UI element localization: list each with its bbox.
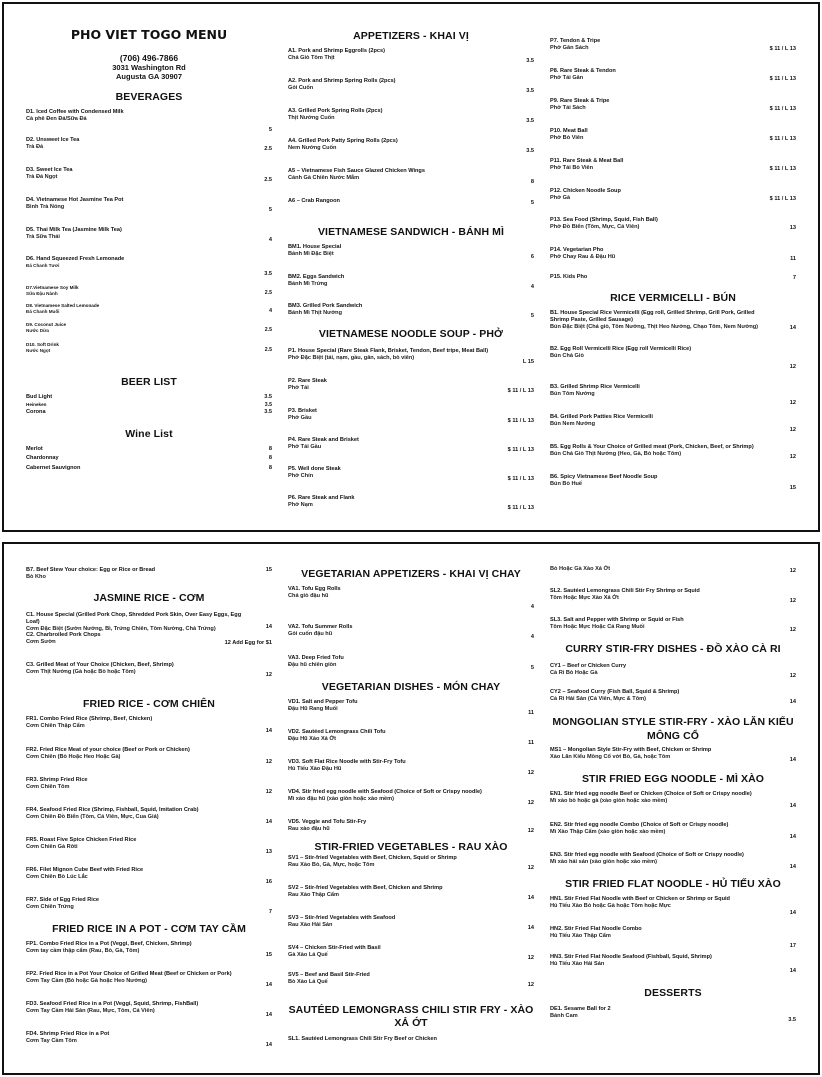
menu-item: SV2 – Stir-fried Vegetables with Beef, Chicken and Shrimp Rau Xào Thập Cẩm 14 bbox=[288, 885, 534, 901]
menu-item: P4. Rare Steak and Brisket Phở Tái Gầu $ 11 / L 13 bbox=[288, 437, 534, 453]
menu-item: Bò Hoặc Gà Xào Xả Ớt 12 bbox=[550, 566, 796, 574]
menu-item: HN2. Stir Fried Flat Noodle Combo Hủ Tiếu Xào Thập Cẩm 17 bbox=[550, 926, 796, 949]
menu-item: C1. House Special (Grilled Pork Chop, Shredded Pork Skin, Over Easy Eggs, Egg Loaf) Cơm Đặc Biệt (Sườn Nướng, Bì, Trứng Chiên, Tôm Nướng, Chả Trứng) 14 bbox=[26, 612, 272, 633]
menu-page-2 bbox=[2, 542, 820, 1075]
menu-item: P2. Rare Steak Phở Tái $ 11 / L 13 bbox=[288, 378, 534, 394]
menu-item: D7.Vietnamese Soy Milk Sữa Đậu Nành 2.5 bbox=[26, 285, 272, 296]
menu-item: Heineken 3.5 bbox=[26, 402, 272, 408]
menu-item: A1. Pork and Shrimp Eggrolls (2pcs) Chả Giò Tôm Thịt 3.5 bbox=[288, 48, 534, 64]
column-3 bbox=[550, 544, 796, 1073]
section-heading-veg-dishes: VEGETARIAN DISHES - MÓN CHAY bbox=[321, 681, 501, 693]
menu-item: FR6. Filet Mignon Cube Beef with Fried Rice Cơm Chiên Bò Lúc Lắc 16 bbox=[26, 867, 272, 885]
column-2 bbox=[288, 4, 534, 530]
section-heading-veg-appetizers: VEGETARIAN APPETIZERS - KHAI VỊ CHAY bbox=[301, 568, 521, 580]
menu-item: Bud Light 3.5 bbox=[26, 394, 272, 400]
phone-number: (706) 496-7866 bbox=[119, 53, 179, 63]
menu-item: EN3. Stir fried egg noodle with Seafood (Choice of Soft or Crispy noodle) Mì xào hải sản (xào giòn hoặc xào mềm) 14 bbox=[550, 852, 796, 870]
menu-item: B1. House Special Rice Vermicelli (Egg roll, Grilled Shrimp, Grill Pork, Grilled Shrimp Paste, Grilled Sausage) Bún Đặc Biệt (Chả giò, Tôm Nướng, Thịt Heo Nướng, Chạo Tôm, Nem Nướng) 14 bbox=[550, 310, 796, 331]
menu-item: Merlot 8 bbox=[26, 446, 272, 452]
menu-item: BM2. Eggs Sandwich Bánh Mì Trứng 4 bbox=[288, 274, 534, 290]
menu-item: P7. Tendon & Tripe Phở Gân Sách $ 11 / L 13 bbox=[550, 38, 796, 52]
section-heading-appetizers: APPETIZERS - KHAI VỊ bbox=[353, 30, 469, 42]
menu-item: FR5. Roast Five Spice Chicken Fried Rice Cơm Chiên Gà Rôti 13 bbox=[26, 837, 272, 855]
section-heading-lemongrass: SAUTÉED LEMONGRASS CHILI STIR FRY - XÀO XẢ ỚT bbox=[288, 1004, 534, 1029]
menu-item: P1. House Special (Rare Steak Flank, Brisket, Tendon, Beef tripe, Meat Ball) Phở Đặc Biệt (tái, nạm, gầu, gân, sách, bò viên) L 15 bbox=[288, 348, 534, 365]
menu-item: P6. Rare Steak and Flank Phở Nạm $ 11 / L 13 bbox=[288, 495, 534, 511]
menu-item: VA3. Deep Fried Tofu Đậu hũ chiên giòn 5 bbox=[288, 655, 534, 671]
section-heading-beverages: BEVERAGES bbox=[115, 91, 183, 103]
menu-item: A6 – Crab Rangoon 5 bbox=[288, 198, 534, 206]
menu-item: FD3. Seafood Fried Rice in a Pot (Veggi, Squid, Shrimp, FishBall) Cơm Tay Cầm Hải Sản (Rau, Mực, Tôm, Cá Viên) 14 bbox=[26, 1001, 272, 1018]
menu-item: P10. Meat Ball Phở Bò Viên $ 11 / L 13 bbox=[550, 128, 796, 142]
menu-item: Corona 3.5 bbox=[26, 409, 272, 415]
menu-item: VD5. Veggie and Tofu Stir-Fry Rau xào đậu hũ 12 bbox=[288, 819, 534, 834]
section-heading-sandwich: VIETNAMESE SANDWICH - BÁNH MÌ bbox=[317, 226, 505, 238]
menu-item: A3. Grilled Pork Spring Rolls (2pcs) Thịt Nướng Cuốn 3.5 bbox=[288, 108, 534, 124]
menu-item: C3. Grilled Meat of Your Choice (Chicken, Beef, Shrimp) Cơm Thịt Nướng (Gà hoặc Bò hoặc Tôm) 12 bbox=[26, 662, 272, 678]
column-3 bbox=[550, 4, 796, 530]
menu-item: DE1. Sesame Ball for 2 Bánh Cam 3.5 bbox=[550, 1006, 796, 1023]
menu-item: P13. Sea Food (Shrimp, Squid, Fish Ball) Phở Đồ Biển (Tôm, Mực, Cá Viên) 13 bbox=[550, 217, 796, 231]
menu-item: D9. Coconut Juice Nước Dừa 2.5 bbox=[26, 322, 272, 333]
menu-item: D5. Thai Milk Tea (Jasmine Milk Tea) Trà Sữa Thái 4 bbox=[26, 227, 272, 243]
menu-item: B6. Spicy Vietnamese Beef Noodle Soup Bún Bò Huế 15 bbox=[550, 474, 796, 491]
restaurant-address bbox=[26, 54, 272, 81]
menu-item: P8. Rare Steak & Tendon Phở Tái Gân $ 11 / L 13 bbox=[550, 68, 796, 82]
menu-item: D3. Sweet Ice Tea Trà Đá Ngọt 2.5 bbox=[26, 167, 272, 183]
menu-item: FD4. Shrimp Fried Rice in a Pot Cơm Tay Cầm Tôm 14 bbox=[26, 1031, 272, 1048]
menu-item: P14. Vegetarian Pho Phở Chay Rau & Đậu Hũ 11 bbox=[550, 247, 796, 262]
address-line-2: Augusta GA 30907 bbox=[116, 72, 182, 81]
menu-item: HN1. Stir Fried Flat Noodle with Beef or Chicken or Shrimp or Squid Hủ Tiếu Xào Bò hoặc Gà hoặc Tôm hoặc Mực 14 bbox=[550, 896, 796, 916]
menu-item: VD1. Salt and Pepper Tofu Đậu Hũ Rang Muối 11 bbox=[288, 699, 534, 716]
menu-item: FR3. Shrimp Fried Rice Cơm Chiên Tôm 12 bbox=[26, 777, 272, 795]
menu-item: B7. Beef Stew Your choice: Egg or Rice or Bread Bò Kho 15 bbox=[26, 567, 272, 581]
menu-item: HN3. Stir Fried Flat Noodle Seafood (Fishball, Squid, Shrimp) Hủ Tiếu Xào Hải Sản 14 bbox=[550, 954, 796, 974]
menu-page-1 bbox=[2, 2, 820, 532]
menu-item: A2. Pork and Shrimp Spring Rolls (2pcs) Gỏi Cuốn 3.5 bbox=[288, 78, 534, 94]
menu-item: BM3. Grilled Pork Sandwich Bánh Mì Thịt Nướng 5 bbox=[288, 303, 534, 319]
address-line-1: 3031 Washington Rd bbox=[112, 63, 186, 72]
menu-item: FR4. Seafood Fried Rice (Shrimp, Fishball, Squid, Imitation Crab) Cơm Chiên Đồ Biển (Tôm, Cá Viên, Mực, Cua Giả) 14 bbox=[26, 807, 272, 825]
menu-item: Chardonnay 8 bbox=[26, 455, 272, 461]
menu-item: SL3. Salt and Pepper with Shrimp or Squid or Fish Tôm Hoặc Mực Hoặc Cá Rang Muối 12 bbox=[550, 617, 796, 633]
section-heading-egg-noodle: STIR FRIED EGG NOODLE - MÌ XÀO bbox=[581, 773, 765, 785]
menu-item: D6. Hand Squeezed Fresh Lemonade Đá Chanh Tươi 3.5 bbox=[26, 256, 272, 277]
column-1 bbox=[26, 4, 272, 530]
menu-item: SV4 – Chicken Stir-Fried with Basil Gà Xào Lá Quế 12 bbox=[288, 945, 534, 961]
menu-item: Cabernet Sauvignon 8 bbox=[26, 465, 272, 471]
menu-item: BM1. House Special Bánh Mì Đặc Biệt 6 bbox=[288, 244, 534, 260]
menu-item: B5. Egg Rolls & Your Choice of Grilled meat (Pork, Chicken, Beef, or Shrimp) Bún Chả Giò Thịt Nướng (Heo, Gà, Bò hoặc Tôm) 12 bbox=[550, 444, 796, 460]
section-heading-flat-noodle: STIR FRIED FLAT NOODLE - HỦ TIẾU XÀO bbox=[565, 878, 781, 890]
menu-item: P12. Chicken Noodle Soup Phở Gà $ 11 / L 13 bbox=[550, 188, 796, 202]
menu-item: FR2. Fried Rice Meat of your choice (Beef or Pork or Chicken) Cơm Chiên (Bò Hoặc Heo Hoặc Gà) 12 bbox=[26, 747, 272, 765]
menu-item: SV3 – Stir-fried Vegetables with Seafood Rau Xào Hải Sản 14 bbox=[288, 915, 534, 931]
menu-item: A5 – Vietnamese Fish Sauce Glazed Chicken Wings Cánh Gà Chiên Nước Mắm 8 bbox=[288, 168, 534, 185]
menu-item: MS1 – Mongolian Style Stir-Fry with Beef, Chicken or Shrimp Xào Lăn Kiểu Mông Cổ với Bò, Gà, hoặc Tôm 14 bbox=[550, 747, 796, 763]
menu-item: D2. Unsweet Ice Tea Trà Đá 2.5 bbox=[26, 137, 272, 152]
section-heading-jasmine-rice: JASMINE RICE - CƠM bbox=[93, 592, 205, 604]
menu-item: B2. Egg Roll Vermicelli Rice (Egg roll Vermicelli Rice) Bún Chả Giò 12 bbox=[550, 346, 796, 370]
menu-item: D4. Vietnamese Hot Jasmine Tea Pot Bình Trà Nóng 5 bbox=[26, 197, 272, 213]
menu-item: FP1. Combo Fried Rice in a Pot (Veggi, Beef, Chicken, Shrimp) Cơm tay cầm thập cẩm (Rau, Bò, Gà, Tôm) 15 bbox=[26, 941, 272, 958]
menu-item: B4. Grilled Pork Patties Rice Vermicelli Bún Nem Nướng 12 bbox=[550, 414, 796, 433]
menu-item: VD2. Sautéed Lemongrass Chili Tofu Đậu Hũ Xào Xả Ớt 11 bbox=[288, 729, 534, 746]
section-heading-pho: VIETNAMESE NOODLE SOUP - PHỞ bbox=[318, 328, 504, 340]
menu-item: C2. Charbroiled Pork Chops Cơm Sườn 12 Add Egg for $1 bbox=[26, 632, 272, 646]
menu-item: SL2. Sautéed Lemongrass Chili Stir Fry Shrimp or Squid Tôm Hoặc Mực Xào Xả Ớt 12 bbox=[550, 588, 796, 604]
section-heading-vermicelli: RICE VERMICELLI - BÚN bbox=[610, 292, 736, 304]
menu-item: P15. Kids Pho 7 bbox=[550, 274, 796, 281]
menu-item: D1. Iced Coffee with Condensed Milk Cà phê Đen Đá/Sữa Đá 5 bbox=[26, 109, 272, 133]
column-1 bbox=[26, 544, 272, 1073]
menu-item: P3. Brisket Phở Gầu $ 11 / L 13 bbox=[288, 408, 534, 424]
section-heading-beer: BEER LIST bbox=[121, 376, 177, 388]
menu-item: P5. Well done Steak Phở Chín $ 11 / L 13 bbox=[288, 466, 534, 482]
menu-item: A4. Grilled Pork Patty Spring Rolls (2pcs) Nem Nướng Cuốn 3.5 bbox=[288, 138, 534, 154]
menu-item: CY2 – Seafood Curry (Fish Ball, Squid & Shrimp) Cà Ri Hải Sản (Cá Viên, Mực & Tôm) 14 bbox=[550, 689, 796, 705]
menu-item: VA2. Tofu Summer Rolls Gỏi cuốn đậu hũ 4 bbox=[288, 624, 534, 640]
menu-item: SL1. Sautéed Lemongrass Chili Stir Fry Beef or Chicken bbox=[288, 1036, 437, 1042]
menu-item: VD3. Soft Flat Rice Noodle with Stir-Fry Tofu Hủ Tiếu Xào Đậu Hũ 12 bbox=[288, 759, 534, 776]
menu-item: FR1. Combo Fried Rice (Shrimp, Beef, Chicken) Cơm Chiên Thập Cẩm 14 bbox=[26, 716, 272, 734]
section-heading-curry: CURRY STIR-FRY DISHES - ĐỒ XÀO CÀ RI bbox=[565, 643, 781, 655]
menu-item: VD4. Stir fried egg noodle with Seafood (Choice of Soft or Crispy noodle) Mì xào đậu hũ (xào giòn hoặc xào mềm) 12 bbox=[288, 789, 534, 806]
menu-item: P11. Rare Steak & Meat Ball Phở Tái Bò Viên $ 11 / L 13 bbox=[550, 158, 796, 172]
menu-item: FR7. Side of Egg Fried Rice Cơm Chiên Trứng 7 bbox=[26, 897, 272, 915]
column-2 bbox=[288, 544, 534, 1073]
section-heading-wine: Wine List bbox=[125, 428, 173, 440]
menu-item: FP2. Fried Rice in a Pot Your Choice of Grilled Meat (Beef or Chicken or Pork) Cơm Tay Cầm (Bò hoặc Gà hoặc Heo Nướng) 14 bbox=[26, 971, 272, 988]
menu-item: VA1. Tofu Egg Rolls Chả giò đậu hũ 4 bbox=[288, 586, 534, 610]
menu-item: SV5 – Beef and Basil Stir-Fried Bò Xào Lá Quế 12 bbox=[288, 972, 534, 988]
menu-item: EN1. Stir fried egg noodle Beef or Chicken (Choice of Soft or Crispy noodle) Mì xào bò hoặc gà (xào giòn hoặc xào mềm) 14 bbox=[550, 791, 796, 809]
section-heading-fried-rice: FRIED RICE - CƠM CHIÊN bbox=[83, 698, 215, 710]
menu-item: D10. Soft Drink Nước Ngọt 2.5 bbox=[26, 342, 272, 353]
menu-item: P9. Rare Steak & Tripe Phở Tái Sách $ 11 / L 13 bbox=[550, 98, 796, 112]
menu-item: D8. Vietnamese Salted Lemonade Đá Chanh Muối 4 bbox=[26, 303, 272, 314]
section-heading-stir-veg: STIR-FRIED VEGETABLES - RAU XÀO bbox=[314, 841, 508, 853]
section-heading-mongolian: MONGOLIAN STYLE STIR-FRY - XÀO LĂN KIỂU MÔNG CỔ bbox=[552, 716, 794, 742]
menu-title: PHO VIET TOGO MENU bbox=[70, 27, 228, 42]
menu-item: EN2. Stir fried egg noodle Combo (Choice of Soft or Crispy noodle) Mì Xào Thập Cẩm (xào giòn hoặc xào mềm) 14 bbox=[550, 822, 796, 840]
section-heading-desserts: DESSERTS bbox=[644, 987, 702, 999]
section-heading-rice-pot: FRIED RICE IN A POT - CƠM TAY CẦM bbox=[52, 923, 246, 935]
menu-item: SV1 – Stir-fried Vegetables with Beef, Chicken, Squid or Shrimp Rau Xào Bò, Gà, Mực, hoặc Tôm 12 bbox=[288, 855, 534, 871]
menu-item: B3. Grilled Shrimp Rice Vermicelli Bún Tôm Nướng 12 bbox=[550, 384, 796, 406]
menu-item: CY1 – Beef or Chicken Curry Cà Ri Bò Hoặc Gà 12 bbox=[550, 663, 796, 679]
